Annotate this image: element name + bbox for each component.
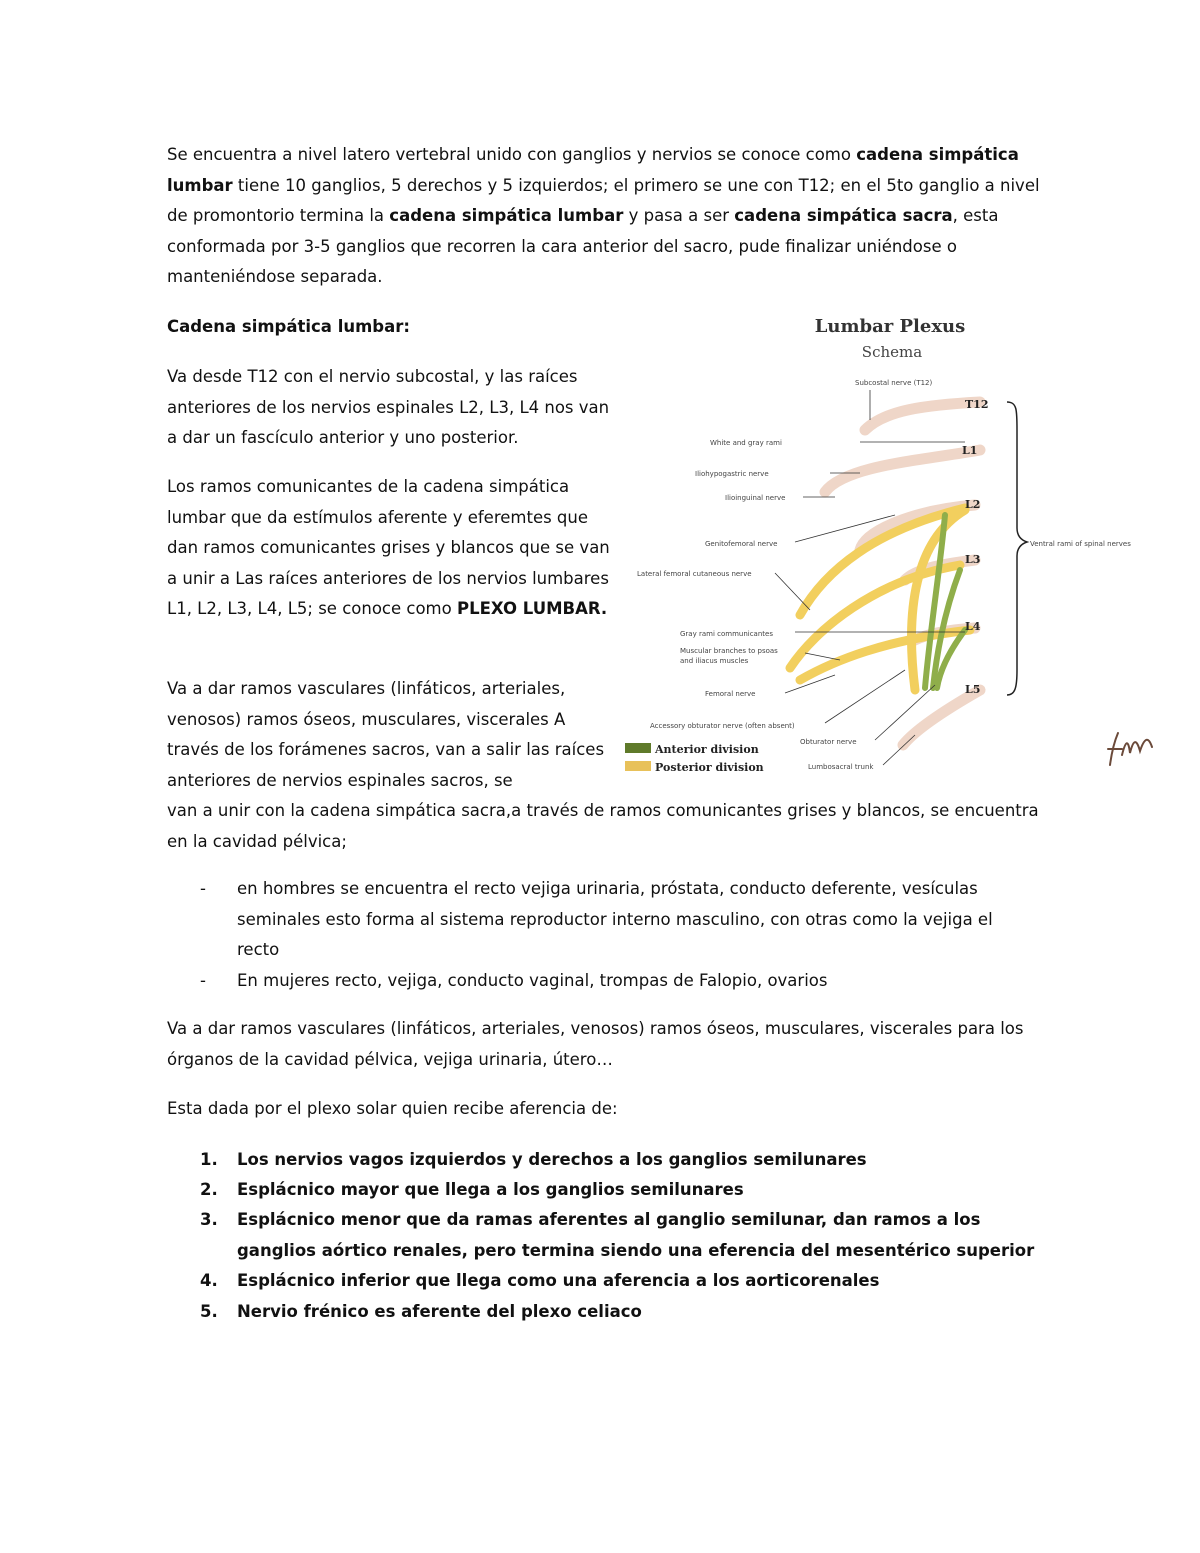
label-lumbosacral: Lumbosacral trunk — [808, 763, 874, 771]
intro-paragraph — [167, 140, 1047, 293]
root-l5 — [903, 690, 980, 745]
segment-label: L3 — [965, 553, 981, 566]
paragraph-vasculares-part1: Va a dar ramos vasculares (linfáticos, arteriales, venosos) ramos óseos, musculares, viscerales A través de los forámenes sacros, van a salir las raíces anteriores de nervios espinales sacros, se — [167, 679, 605, 790]
list-number: 5. — [200, 1302, 218, 1321]
list-item: Esplácnico mayor que llega a los ganglios semilunares — [237, 1180, 744, 1199]
paragraph-plexo-solar: Esta dada por el plexo solar quien recibe aferencia de: — [167, 1099, 618, 1118]
lumbar-plexus-figure — [615, 310, 1170, 780]
list-item: Esplácnico inferior que llega como una aferencia a los aorticorenales — [237, 1271, 880, 1290]
label-subcostal: Subcostal nerve (T12) — [855, 379, 933, 387]
intro-bold-term: cadena simpática lumbar — [389, 206, 624, 225]
label-muscular-2: and iliacus muscles — [680, 657, 749, 665]
signature-logo — [1100, 725, 1160, 775]
list-number: 4. — [200, 1271, 218, 1290]
label-lateral-femoral: Lateral femoral cutaneous nerve — [637, 570, 752, 578]
paragraph-va-desde: Va desde T12 con el nervio subcostal, y las raíces anteriores de los nervios espinales L2, L3, L4 nos van a dar un fascículo anterior y uno posterior. — [167, 367, 610, 447]
label-ilioinguinal: Ilioinguinal nerve — [725, 494, 786, 502]
label-genitofemoral: Genitofemoral nerve — [705, 540, 778, 548]
bullet-item: En mujeres recto, vejiga, conducto vaginal, trompas de Falopio, ovarios — [237, 971, 828, 990]
paragraph-cavidad-pelvica: Va a dar ramos vasculares (linfáticos, arteriales, venosos) ramos óseos, musculares, viscerales para los órganos de la cavidad pélvica, vejiga urinaria, útero… — [167, 1019, 1024, 1069]
segment-label: L4 — [965, 620, 981, 633]
legend-swatch-posterior — [625, 761, 651, 771]
femoral-nerve — [800, 630, 970, 680]
list-number: 3. — [200, 1210, 218, 1229]
list-item: Esplácnico menor que da ramas aferentes al ganglio semilunar, dan ramos a los ganglios aórtico renales, pero termina siendo una eferencia del mesentérico superior — [237, 1210, 1035, 1260]
segment-label: T12 — [965, 398, 989, 411]
figure-title: Lumbar Plexus — [814, 316, 966, 337]
list-number: 1. — [200, 1150, 218, 1169]
bullet-marker: - — [200, 971, 206, 990]
lumbar-plexus-diagram — [615, 310, 1170, 780]
root-l1 — [825, 450, 980, 492]
paragraph-ramos-comunicantes — [167, 472, 617, 625]
heading-cadena-lumbar: Cadena simpática lumbar: — [167, 317, 410, 336]
label-iliohypogastric: Iliohypogastric nerve — [695, 470, 769, 478]
segment-label: L5 — [965, 683, 981, 696]
label-obturator: Obturator nerve — [800, 738, 857, 746]
intro-text: tiene 10 ganglios, 5 derechos y 5 izquierdos; el primero se une con T12; en el 5to ganglio a nivel de promontorio termina la — [167, 175, 1040, 225]
legend-posterior: Posterior division — [655, 761, 764, 774]
figure-subtitle: Schema — [861, 343, 923, 361]
label-muscular: Muscular branches to psoas — [680, 647, 778, 655]
legend-anterior: Anterior division — [655, 743, 759, 756]
legend-swatch-anterior — [625, 743, 651, 753]
bullet-item: en hombres se encuentra el recto vejiga urinaria, próstata, conducto deferente, vesículas seminales esto forma al sistema reproductor interno masculino, con otras como la vejiga el recto — [237, 879, 993, 959]
ramos-text: Los ramos comunicantes de la cadena simpática lumbar que da estímulos aferente y eferemtes que dan ramos comunicantes grises y blancos que se van a unir a Las raíces anteriores de los nervios lumbares L1, L2, L3, L4, L5; se conoce como — [167, 477, 610, 618]
brace — [1007, 402, 1027, 695]
list-item: Los nervios vagos izquierdos y derechos a los ganglios semilunares — [237, 1150, 867, 1169]
bullet-marker: - — [200, 879, 206, 898]
plexo-lumbar-term: PLEXO LUMBAR. — [456, 599, 608, 618]
intro-text: y pasa a ser — [623, 206, 735, 225]
intro-bold-term: cadena simpática sacra — [734, 206, 953, 225]
segment-label: L1 — [962, 444, 978, 457]
paragraph-vasculares-part2: van a unir con la cadena simpática sacra,a través de ramos comunicantes grises y blancos, se encuentra en la cavidad pélvica; — [167, 801, 1039, 851]
label-femoral: Femoral nerve — [705, 690, 756, 698]
intro-bold-term: cadena simpática lumbar — [167, 145, 1019, 195]
label-gray-rami: Gray rami communicantes — [680, 630, 773, 638]
label-white-gray-rami: White and gray rami — [710, 439, 782, 447]
segment-label: L2 — [965, 498, 981, 511]
list-number: 2. — [200, 1180, 218, 1199]
intro-text: , esta conformada por 3-5 ganglios que recorren la cara anterior del sacro, pude finalizar uniéndose o manteniéndose separada. — [167, 206, 999, 286]
label-ventral-rami: Ventral rami of spinal nerves — [1030, 540, 1131, 548]
list-item: Nervio frénico es aferente del plexo celiaco — [237, 1302, 642, 1321]
intro-text: Se encuentra a nivel latero vertebral unido con ganglios y nervios se conoce como — [167, 145, 857, 164]
label-accessory-obturator: Accessory obturator nerve (often absent) — [650, 722, 795, 730]
root-t12 — [865, 402, 980, 430]
